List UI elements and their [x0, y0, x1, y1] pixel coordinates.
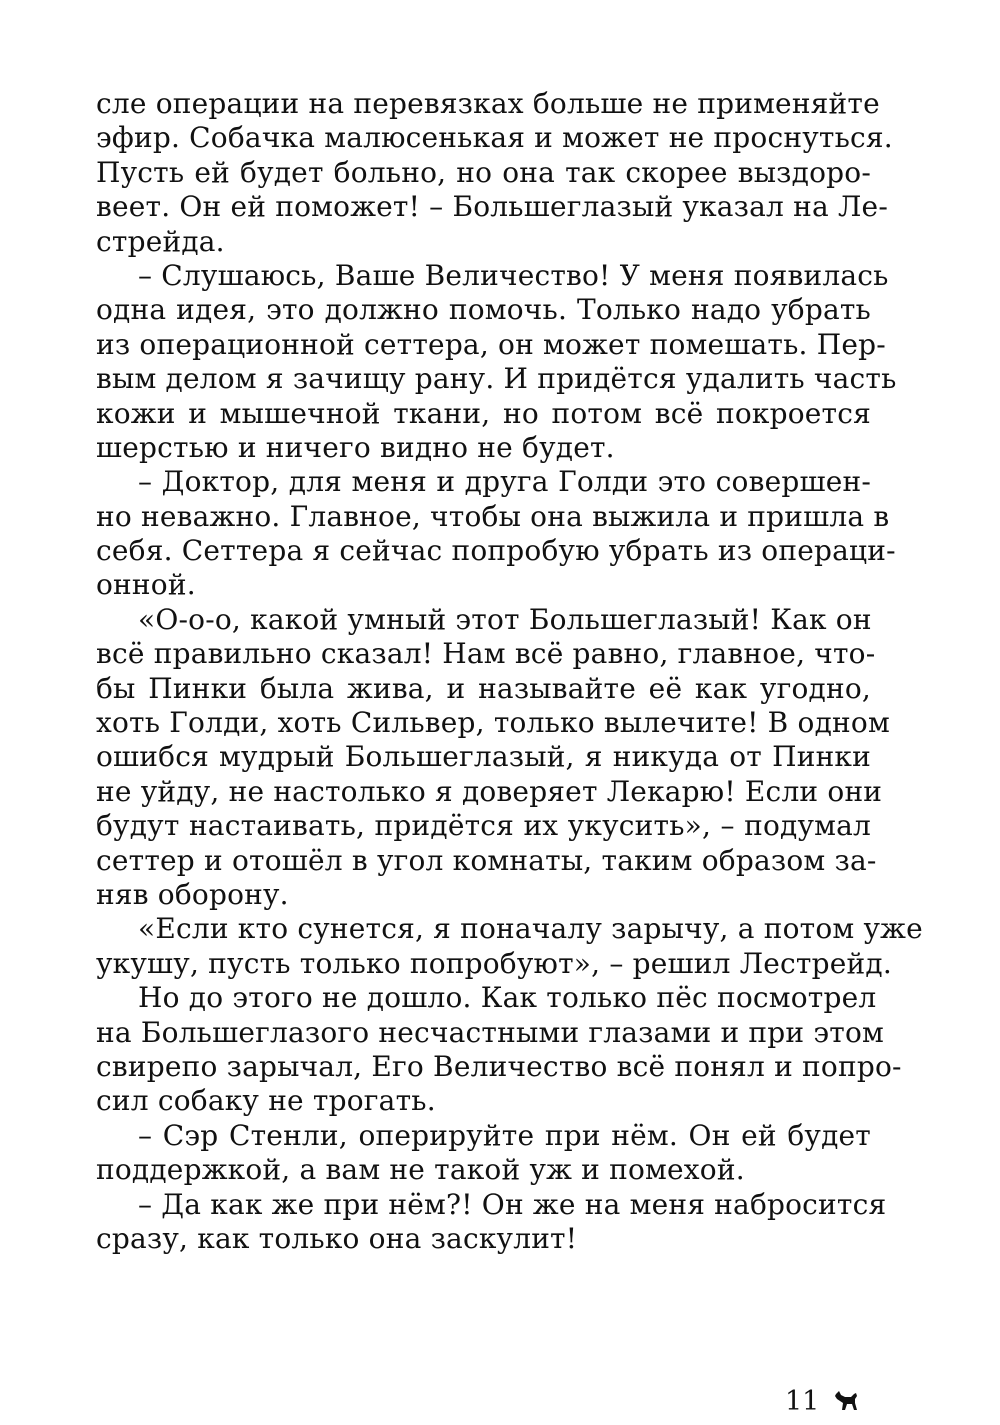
- page-text: [96, 87, 923, 1256]
- text-line: няв оборону.: [96, 877, 289, 911]
- text-line: стрейда.: [96, 224, 225, 258]
- page-footer: [785, 1384, 865, 1418]
- text-line: шерстью и ничего видно не будет.: [96, 430, 615, 464]
- text-line: – Да как же при нём?! Он же на меня набросится: [138, 1187, 887, 1221]
- text-line: сил собаку не трогать.: [96, 1084, 436, 1118]
- text-line: поддержкой, а вам не такой уж и помехой.: [96, 1153, 745, 1187]
- text-line: бы Пинки была жива, и называйте её как угодно,: [96, 671, 871, 705]
- text-line: Пусть ей будет больно, но она так скорее выздоро-: [96, 155, 871, 189]
- text-line: «О-о-о, какой умный этот Большеглазый! Как он: [138, 602, 872, 636]
- text-line: будут настаивать, придётся их укусить», – подумал: [96, 809, 871, 843]
- text-line: сле операции на перевязках больше не применяйте: [96, 87, 880, 120]
- text-line: укушу, пусть только попробуют», – решил Лестрейд.: [96, 946, 892, 980]
- page-number: 11: [785, 1385, 820, 1417]
- text-line: одна идея, это должно помочь. Только надо убрать: [96, 293, 871, 327]
- text-line: из операционной сеттера, он может помешать. Пер-: [96, 327, 886, 361]
- text-line: веет. Он ей поможет! – Большеглазый указал на Ле-: [96, 190, 888, 224]
- text-line: Но до этого не дошло. Как только пёс посмотрел: [138, 981, 877, 1015]
- text-line: – Доктор, для меня и друга Голди это совершен-: [138, 465, 871, 499]
- text-line: не уйду, не настолько я доверяет Лекарю! Если они: [96, 774, 883, 808]
- text-line: на Большеглазого несчастными глазами и при этом: [96, 1015, 884, 1049]
- text-line: ошибся мудрый Большеглазый, я никуда от Пинки: [96, 740, 871, 774]
- text-line: сеттер и отошёл в угол комнаты, таким образом за-: [96, 843, 877, 877]
- text-line: себя. Сеттера я сейчас попробую убрать из операци-: [96, 534, 896, 568]
- dog-silhouette-icon: [833, 1388, 859, 1414]
- text-line: «Если кто сунется, я поначалу зарычу, а потом уже: [138, 912, 923, 946]
- text-line: кожи и мышечной ткани, но потом всё покроется: [96, 396, 871, 430]
- text-line: онной.: [96, 568, 196, 602]
- text-line: – Слушаюсь, Ваше Величество! У меня появилась: [138, 258, 889, 292]
- text-line: – Сэр Стенли, оперируйте при нём. Он ей будет: [138, 1118, 871, 1152]
- text-line: хоть Голди, хоть Сильвер, только вылечите! В одном: [96, 706, 890, 740]
- text-line: всё правильно сказал! Нам всё равно, главное, что-: [96, 637, 876, 671]
- text-line: сразу, как только она заскулит!: [96, 1221, 578, 1255]
- text-line: свирепо зарычал, Его Величество всё понял и попро-: [96, 1049, 902, 1083]
- text-line: эфир. Собачка малюсенькая и может не проснуться.: [96, 121, 893, 155]
- text-line: но неважно. Главное, чтобы она выжила и пришла в: [96, 499, 890, 533]
- text-line: вым делом я зачищу рану. И придётся удалить часть: [96, 362, 897, 396]
